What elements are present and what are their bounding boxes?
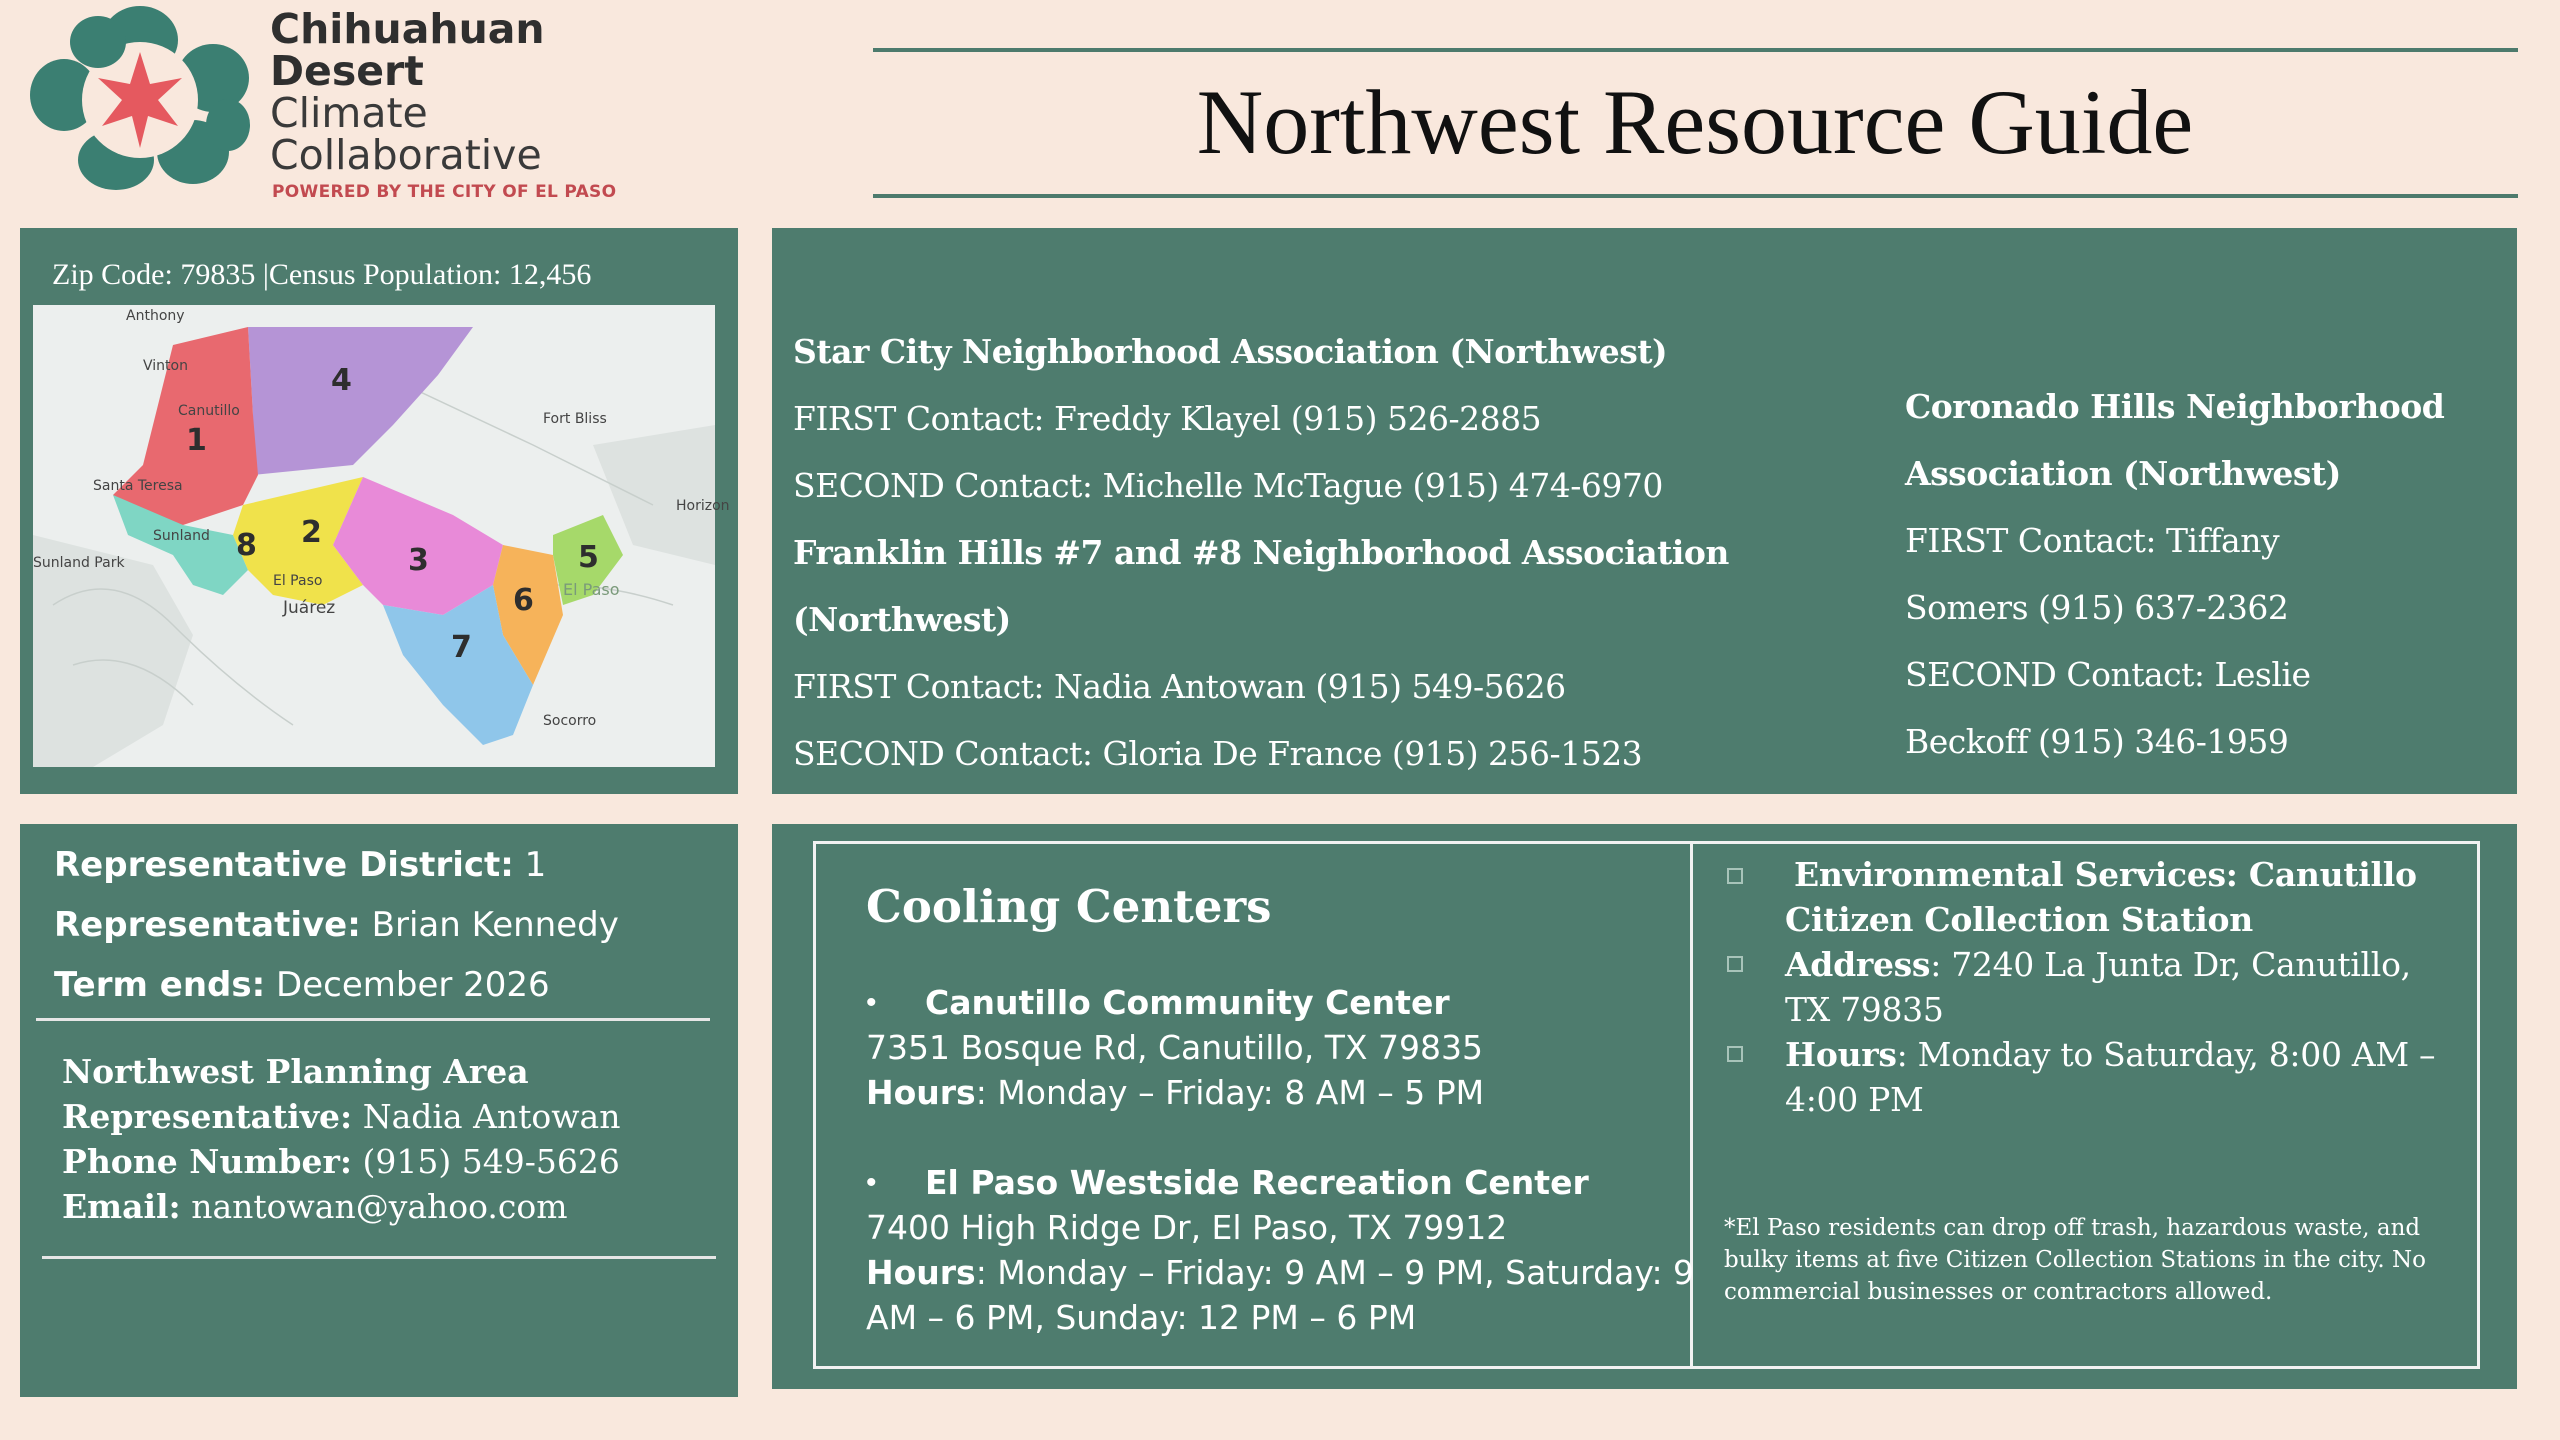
star-city-first-contact: FIRST Contact: Freddy Klayel (915) 526-2885 [793,399,1542,438]
place-socorro: Socorro [543,713,597,729]
logo-line-1: Chihuahuan [270,5,545,53]
district-label-3: 3 [408,543,429,578]
zip-census-caption: Zip Code: 79835 |Census Population: 12,456 [52,258,592,291]
env-hours-1: Hours: Monday to Saturday, 8:00 AM – [1785,1035,2436,1074]
place-el-paso: El Paso [273,573,323,589]
franklin-hills-name-2: (Northwest) [793,600,1011,639]
env-address-2: TX 79835 [1785,990,1944,1029]
planning-area-title: Northwest Planning Area [62,1052,529,1091]
cooling-center-1-address: 7351 Bosque Rd, Canutillo, TX 79835 [866,1028,1483,1067]
place-horizon: Horizon [676,498,730,514]
franklin-hills-first-contact: FIRST Contact: Nadia Antowan (915) 549-5626 [793,667,1566,706]
env-note-1: *El Paso residents can drop off trash, hazardous waste, and [1724,1215,2421,1241]
climate-collaborative-logo [28,0,253,190]
checkbox-icon [1727,956,1743,972]
logo-line-4: Collaborative [270,131,542,179]
district-label-5: 5 [578,540,599,575]
coronado-hills-first-2: Somers (915) 637-2362 [1905,588,2289,627]
coronado-hills-name-1: Coronado Hills Neighborhood [1905,387,2445,426]
cooling-center-2-name: El Paso Westside Recreation Center [925,1163,1589,1202]
cooling-center-1-name: Canutillo Community Center [925,983,1450,1022]
cooling-centers-title: Cooling Centers [866,880,1272,933]
rep-divider-2 [42,1256,716,1259]
rep-name: Representative: Brian Kennedy [54,905,619,945]
title-rule-top [873,48,2518,52]
district-map [33,305,730,767]
rep-district: Representative District: 1 [54,845,547,885]
env-title-1: Environmental Services: Canutillo [1794,855,2417,894]
franklin-hills-second-contact: SECOND Contact: Gloria De France (915) 256-1523 [793,734,1643,773]
place-canutillo: Canutillo [178,403,240,419]
planning-area-email: Email: nantowan@yahoo.com [62,1187,568,1226]
rep-divider-1 [36,1018,710,1021]
logo-line-3: Climate [270,89,428,137]
planning-area-phone: Phone Number: (915) 549-5626 [62,1142,620,1181]
star-city-name: Star City Neighborhood Association (Northwest) [793,332,1668,371]
place-vinton: Vinton [143,358,188,374]
franklin-hills-name-1: Franklin Hills #7 and #8 Neighborhood Association [793,533,1729,572]
page-title: Northwest Resource Guide [1196,71,2194,173]
cooling-center-2-hours-1: Hours: Monday – Friday: 9 AM – 9 PM, Saturday: 9 [866,1253,1695,1292]
district-label-8: 8 [236,528,257,563]
checkbox-icon [1727,868,1743,884]
place-sunland-park: Sunland Park [33,555,125,571]
planning-area-rep: Representative: Nadia Antowan [62,1097,621,1136]
coronado-hills-name-2: Association (Northwest) [1905,454,2341,493]
place-el-paso-label: El Paso [563,580,620,599]
cooling-bullet-1: • [866,986,877,1019]
district-label-7: 7 [451,630,472,665]
coronado-hills-second-2: Beckoff (915) 346-1959 [1905,722,2289,761]
place-sunland: Sunland [153,528,210,544]
cooling-center-1-hours: Hours: Monday – Friday: 8 AM – 5 PM [866,1073,1485,1112]
district-label-4: 4 [331,363,352,398]
star-city-second-contact: SECOND Contact: Michelle McTague (915) 474-6970 [793,466,1663,505]
coronado-hills-second-1: SECOND Contact: Leslie [1905,655,2311,694]
logo-line-2: Desert [270,47,424,95]
place-juarez: Juárez [283,598,336,618]
cooling-center-2-address: 7400 High Ridge Dr, El Paso, TX 79912 [866,1208,1508,1247]
district-label-6: 6 [513,583,534,618]
district-label-2: 2 [301,515,322,550]
associations-panel [772,228,2517,794]
place-santa-teresa: Santa Teresa [93,478,183,494]
place-anthony: Anthony [126,308,185,324]
checkbox-icon [1727,1046,1743,1062]
env-note-2: bulky items at five Citizen Collection Stations in the city. No [1724,1247,2426,1273]
env-address-1: Address: 7240 La Junta Dr, Canutillo, [1785,945,2411,984]
title-rule-bottom [873,194,2518,198]
district-label-1: 1 [186,423,207,458]
env-title-2: Citizen Collection Station [1785,900,2253,939]
logo-powered-by: POWERED BY THE CITY OF EL PASO [272,182,617,202]
rep-term: Term ends: December 2026 [54,965,550,1005]
env-note-3: commercial businesses or contractors allowed. [1724,1279,2273,1305]
cooling-bullet-2: • [866,1166,877,1199]
cooling-center-2-hours-2: AM – 6 PM, Sunday: 12 PM – 6 PM [866,1298,1417,1337]
env-hours-2: 4:00 PM [1785,1080,1924,1119]
coronado-hills-first-1: FIRST Contact: Tiffany [1905,521,2280,560]
place-fort-bliss: Fort Bliss [543,411,607,427]
